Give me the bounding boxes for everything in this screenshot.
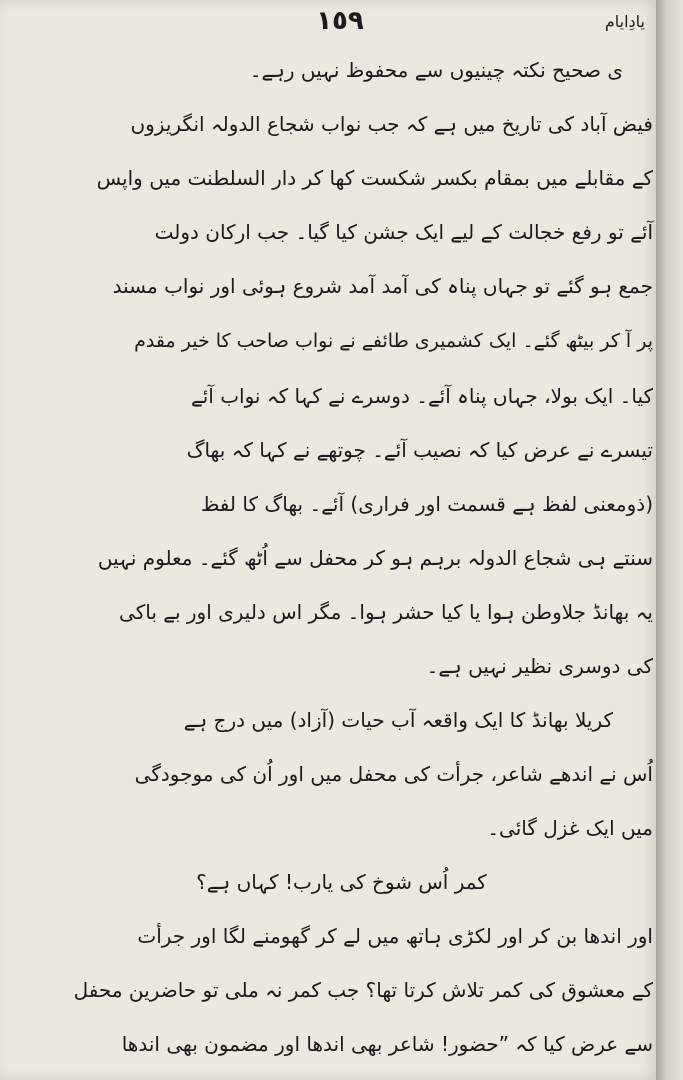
text-line: اور اندھا بن کر اور لکڑی ہاتھ میں لے کر گھومنے لگا اور جرأت (137, 924, 653, 948)
text-line: فیض آباد کی تاریخ میں ہے کہ جب نواب شجاع الدولہ انگریزوں (130, 112, 653, 136)
text-line: پر آ کر بیٹھ گئے۔ ایک کشمیری طائفے نے نواب صاحب کا خیر مقدم (134, 330, 653, 352)
text-line: کریلا بھانڈ کا ایک واقعہ آب حیات (آزاد) میں درج ہے (183, 708, 613, 732)
text-line: آئے تو رفع خجالت کے لیے ایک جشن کیا گیا۔ جب ارکان دولت (154, 220, 653, 244)
text-line: سنتے ہی شجاع الدولہ برہم ہو کر محفل سے اُٹھ گئے۔ معلوم نہیں (97, 546, 653, 570)
text-line: کیا۔ ایک بولا، جہاں پناہ آئے۔ دوسرے نے کہا کہ نواب آئے (191, 384, 653, 408)
text-line: ی صحیح نکتہ چینیوں سے محفوظ نہیں رہے۔ (249, 58, 623, 82)
text-line: (ذومعنی لفظ ہے قسمت اور فراری) آئے۔ بھاگ کا لفظ (200, 492, 653, 516)
text-line: کی دوسری نظیر نہیں ہے۔ (426, 654, 653, 678)
text-line: یہ بھانڈ جلاوطن ہوا یا کیا حشر ہوا۔ مگر اس دلیری اور بے باکی (119, 600, 653, 624)
text-line: تیسرے نے عرض کیا کہ نصیب آئے۔ چوتھے نے کہا کہ بھاگ (186, 438, 653, 462)
page-number: ١٥٩ (316, 6, 364, 36)
text-line: جمع ہو گئے تو جہاں پناہ کی آمد آمد شروع ہوئی اور نواب مسند (112, 274, 653, 298)
text-line: سے عرض کیا کہ ”حضور! شاعر بھی اندھا اور مضمون بھی اندھا (121, 1032, 653, 1056)
text-line: اُس نے اندھے شاعر، جرأت کی محفل میں اور اُن کی موجودگی (134, 762, 653, 786)
text-line: میں ایک غزل گائی۔ (487, 816, 653, 840)
text-line: کے مقابلے میں بمقام بکسر شکست کھا کر دار السلطنت میں واپس (96, 166, 653, 190)
running-title: یادِایام (604, 12, 645, 31)
text-line: کے معشوق کی کمر تلاش کرتا تھا؟ جب کمر نہ ملی تو حاضرین محفل (73, 978, 653, 1002)
verse-line: کمر اُس شوخ کی یارب! کہاں ہے؟ (196, 870, 487, 894)
book-gutter (656, 0, 683, 1080)
